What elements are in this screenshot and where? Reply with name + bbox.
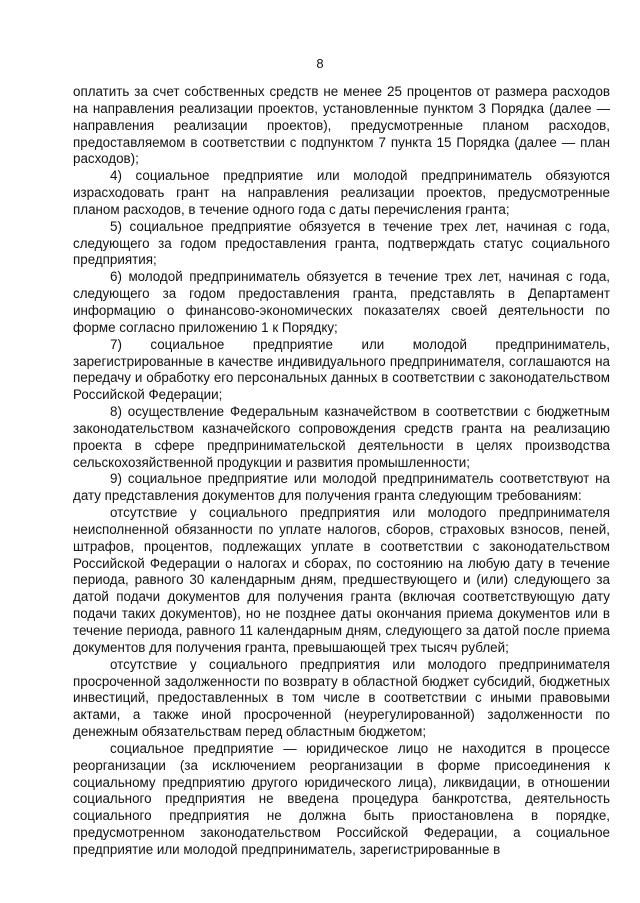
paragraph-item-5: 5) социальное предприятие обязуется в течение трех лет, начиная с года, следующего за годом предоставления гранта, подтверждать статус социального предприятия; — [73, 218, 610, 268]
paragraph-continuation: оплатить за счет собственных средств не менее 25 процентов от размера расходов на направления реализации проектов, установленные пунктом 3 Порядка (далее — направления реализации проектов), предусмотренные планом расходов, предоставляемом в соответствии с подпунктом 7 пункта 15 Порядка (далее — план расходов); — [73, 84, 610, 167]
page-number: 8 — [316, 56, 324, 71]
paragraph-item-8: 8) осуществление Федеральным казначейством в соответствии с бюджетным законодательством казначейского сопровождения средств гранта на реализацию проекта в сфере предпринимательской деятельности в целях производства сельскохозяйственной продукции и развития промышленности; — [73, 404, 610, 470]
paragraph-item-9: 9) социальное предприятие или молодой предприниматель соответствуют на дату представления документов для получения гранта следующим требованиям: — [73, 471, 610, 504]
requirement-reorganization: социальное предприятие — юридическое лицо не находится в процессе реорганизации (за исключением реорганизации в форме присоединения к социальному предприятию другого юридического лица), ликвидации, в отношении социального предприятия не введена процедура банкротства, деятельность социального предприятия не должна быть приостановлена в порядке, предусмотренном законодательством Российской Федерации, а социальное предприятие или молодой предприниматель, зарегистрированные в — [73, 740, 610, 857]
paragraph-item-7: 7) социальное предприятие или молодой предприниматель, зарегистрированные в качестве индивидуального предпринимателя, соглашаются на передачу и обработку его персональных данных в соответствии с законодательством Российской Федерации; — [73, 336, 610, 403]
paragraph-item-4: 4) социальное предприятие или молодой предприниматель обязуются израсходовать грант на направления реализации проектов, предусмотренные планом расходов, в течение одного года с даты перечисления гранта; — [73, 168, 610, 217]
requirement-budget-debt: отсутствие у социального предприятия или молодого предпринимателя просроченной задолженности по возврату в областной бюджет субсидий, бюджетных инвестиций, предоставленных в том числе в соответствии с иными правовыми актами, а также иной просроченной (неурегулированной) задолженности по денежным обязательствам перед областным бюджетом; — [73, 656, 610, 740]
requirement-tax-debt: отсутствие у социального предприятия или молодого предпринимателя неисполненной обязанности по уплате налогов, сборов, страховых взносов, пеней, штрафов, процентов, подлежащих уплате в соответствии с законодательством Российской Федерации о налогах и сборах, по состоянию на любую дату в течение периода, равного 30 календарным дням, предшествующего и (или) следующего за датой подачи документов для получения гранта (включая соответствующую дату подачи таких документов), но не позднее даты окончания приема документов или в течение периода, равного 11 календарным дням, следующего за датой после приема документов для получения гранта, превышающей трех тысяч рублей; — [73, 505, 610, 655]
paragraph-item-6: 6) молодой предприниматель обязуется в течение трех лет, начиная с года, следующего за годом предоставления гранта, представлять в Департамент информацию о финансово-экономических показателях своей деятельности по форме согласно приложению 1 к Порядку; — [73, 269, 610, 335]
document-body — [73, 84, 610, 859]
